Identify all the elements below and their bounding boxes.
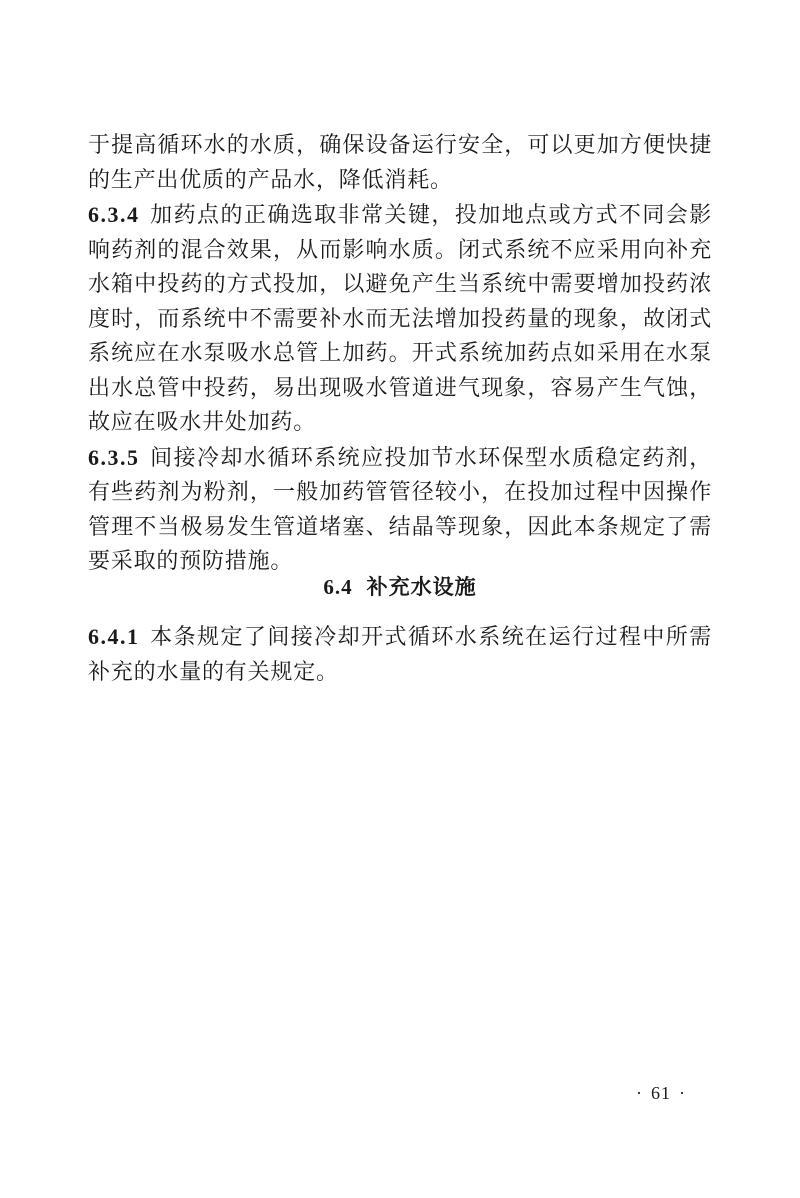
clause-text: 加药点的正确选取非常关键，投加地点或方式不同会影响药剂的混合效果，从而影响水质。闭式系统不应采用向补充水箱中投药的方式投加，以避免产生当系统中需要增加投药浓度时，而系统中不需要补水而无法增加投药量的现象，故闭式系统应在水泵吸水总管上加药。开式系统加药点如采用在水泵出水总管中投药，易出现吸水管道进气现象，容易产生气蚀，故应在吸水井处加药。	[88, 203, 712, 435]
clause-text: 本条规定了间接冷却开式循环水系统在运行过程中所需补充的水量的有关规定。	[88, 625, 712, 685]
clause-number: 6.3.4	[88, 202, 140, 227]
clause-6-3-4	[88, 198, 712, 441]
bullet-right: ·	[679, 1083, 686, 1103]
section-number: 6.4	[323, 575, 353, 599]
page-number	[628, 1083, 694, 1104]
bullet-left: ·	[636, 1083, 643, 1103]
clause-6-4-1	[88, 620, 712, 690]
clause-number: 6.4.1	[88, 624, 140, 649]
continuation-paragraph	[88, 129, 712, 198]
section-heading	[0, 571, 800, 601]
page-number-value: 61	[651, 1083, 671, 1103]
body-text-lower	[88, 620, 712, 690]
clause-text: 间接冷却水循环系统应投加节水环保型水质稳定药剂，有些药剂为粉剂，一般加药管管径较小，在投加过程中因操作管理不当极易发生管道堵塞、结晶等现象，因此本条规定了需要采取的预防措施。	[88, 445, 712, 574]
continuation-text: 于提高循环水的水质，确保设备运行安全，可以更加方便快捷的生产出优质的产品水，降低消耗。	[88, 133, 712, 193]
section-title: 补充水设施	[366, 575, 477, 599]
clause-6-3-5	[88, 441, 712, 580]
body-text-upper	[88, 129, 712, 580]
clause-number: 6.3.5	[88, 444, 140, 470]
